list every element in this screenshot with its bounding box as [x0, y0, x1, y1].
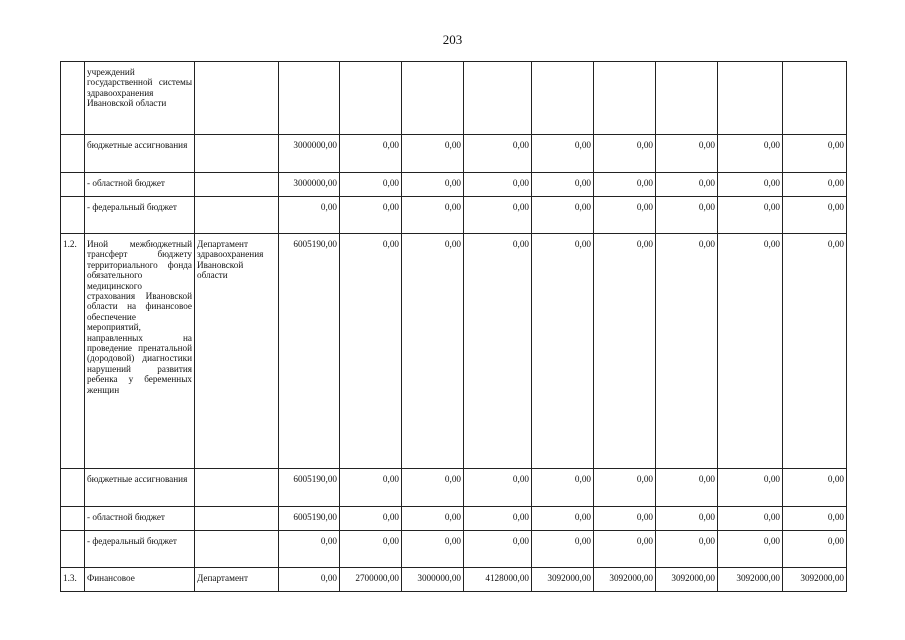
row-description: - областной бюджет	[85, 507, 195, 531]
amount-cell	[402, 62, 464, 135]
amount-cell: 0,00	[594, 197, 656, 234]
amount-cell: 0,00	[718, 197, 783, 234]
table-row	[61, 173, 847, 197]
row-description: Финансовое	[85, 568, 195, 592]
table-row	[61, 135, 847, 173]
row-executor	[195, 135, 279, 173]
amount-cell: 0,00	[594, 173, 656, 197]
amount-cell: 0,00	[718, 531, 783, 568]
amount-cell: 0,00	[402, 234, 464, 469]
table-row	[61, 197, 847, 234]
amount-cell: 0,00	[532, 234, 594, 469]
amount-cell: 0,00	[532, 197, 594, 234]
table-body	[61, 62, 847, 592]
amount-cell	[718, 62, 783, 135]
row-executor	[195, 173, 279, 197]
amount-cell: 0,00	[340, 507, 402, 531]
amount-cell: 0,00	[532, 135, 594, 173]
amount-cell: 0,00	[783, 197, 847, 234]
table-row	[61, 62, 847, 135]
row-description: - федеральный бюджет	[85, 531, 195, 568]
amount-cell: 0,00	[340, 234, 402, 469]
amount-cell: 0,00	[656, 469, 718, 507]
amount-cell: 0,00	[718, 173, 783, 197]
amount-cell: 3092000,00	[783, 568, 847, 592]
amount-cell: 0,00	[594, 135, 656, 173]
amount-cell: 0,00	[464, 173, 532, 197]
amount-cell	[279, 62, 340, 135]
amount-cell: 3092000,00	[718, 568, 783, 592]
amount-cell	[783, 62, 847, 135]
amount-cell: 0,00	[718, 469, 783, 507]
amount-cell: 6005190,00	[279, 469, 340, 507]
amount-cell: 0,00	[340, 173, 402, 197]
row-description: - областной бюджет	[85, 173, 195, 197]
amount-cell: 0,00	[718, 234, 783, 469]
amount-cell: 0,00	[279, 531, 340, 568]
amount-cell: 0,00	[656, 135, 718, 173]
row-description: учреждений государственной системы здравоохранения Ивановской области	[85, 62, 195, 135]
budget-table	[60, 61, 847, 592]
row-description: бюджетные ассигнования	[85, 469, 195, 507]
amount-cell: 0,00	[402, 197, 464, 234]
amount-cell: 0,00	[464, 469, 532, 507]
row-executor	[195, 469, 279, 507]
amount-cell	[656, 62, 718, 135]
amount-cell: 0,00	[783, 531, 847, 568]
amount-cell: 3092000,00	[594, 568, 656, 592]
amount-cell: 0,00	[532, 173, 594, 197]
amount-cell: 0,00	[783, 234, 847, 469]
amount-cell: 0,00	[279, 568, 340, 592]
row-code: 1.3.	[61, 568, 85, 592]
row-code	[61, 135, 85, 173]
amount-cell: 0,00	[594, 234, 656, 469]
row-code	[61, 62, 85, 135]
row-description: Иной межбюджетный трансферт бюджету территориального фонда обязательного медицинского страхования Ивановской области на финансовое обеспечение мероприятий, направленных на проведение пренатальной (дородовой) диагностики нарушений развития ребенка у беременных женщин	[85, 234, 195, 469]
amount-cell: 0,00	[464, 234, 532, 469]
amount-cell: 0,00	[340, 469, 402, 507]
amount-cell: 0,00	[656, 234, 718, 469]
amount-cell	[340, 62, 402, 135]
amount-cell: 2700000,00	[340, 568, 402, 592]
amount-cell: 0,00	[783, 469, 847, 507]
row-code	[61, 173, 85, 197]
amount-cell: 3000000,00	[279, 173, 340, 197]
amount-cell: 0,00	[656, 173, 718, 197]
amount-cell: 0,00	[402, 469, 464, 507]
amount-cell: 0,00	[783, 135, 847, 173]
table-row	[61, 568, 847, 592]
row-executor	[195, 62, 279, 135]
row-executor	[195, 197, 279, 234]
amount-cell: 0,00	[532, 507, 594, 531]
amount-cell: 6005190,00	[279, 507, 340, 531]
row-code: 1.2.	[61, 234, 85, 469]
amount-cell: 6005190,00	[279, 234, 340, 469]
amount-cell: 3092000,00	[656, 568, 718, 592]
row-description: - федеральный бюджет	[85, 197, 195, 234]
amount-cell: 0,00	[402, 531, 464, 568]
amount-cell: 0,00	[656, 197, 718, 234]
amount-cell	[594, 62, 656, 135]
amount-cell: 0,00	[402, 507, 464, 531]
amount-cell: 0,00	[532, 469, 594, 507]
amount-cell: 3092000,00	[532, 568, 594, 592]
amount-cell: 0,00	[464, 197, 532, 234]
row-code	[61, 469, 85, 507]
row-code	[61, 197, 85, 234]
amount-cell: 0,00	[532, 531, 594, 568]
amount-cell: 0,00	[594, 469, 656, 507]
amount-cell: 0,00	[783, 173, 847, 197]
table-row	[61, 531, 847, 568]
table-row	[61, 234, 847, 469]
amount-cell: 0,00	[718, 507, 783, 531]
row-executor: Департамент здравоохранения Ивановской области	[195, 234, 279, 469]
amount-cell: 0,00	[656, 507, 718, 531]
page-number: 203	[442, 32, 463, 47]
row-executor	[195, 531, 279, 568]
row-executor: Департамент	[195, 568, 279, 592]
table-row	[61, 469, 847, 507]
amount-cell: 0,00	[279, 197, 340, 234]
amount-cell: 0,00	[340, 531, 402, 568]
row-description: бюджетные ассигнования	[85, 135, 195, 173]
amount-cell: 0,00	[402, 135, 464, 173]
amount-cell: 0,00	[594, 507, 656, 531]
row-executor	[195, 507, 279, 531]
row-code	[61, 507, 85, 531]
row-code	[61, 531, 85, 568]
amount-cell	[464, 62, 532, 135]
amount-cell: 0,00	[718, 135, 783, 173]
amount-cell: 0,00	[464, 507, 532, 531]
amount-cell: 0,00	[783, 507, 847, 531]
table-row	[61, 507, 847, 531]
amount-cell: 0,00	[464, 135, 532, 173]
amount-cell: 3000000,00	[279, 135, 340, 173]
amount-cell: 0,00	[340, 197, 402, 234]
amount-cell: 4128000,00	[464, 568, 532, 592]
amount-cell: 0,00	[594, 531, 656, 568]
amount-cell: 0,00	[656, 531, 718, 568]
amount-cell: 0,00	[464, 531, 532, 568]
amount-cell	[532, 62, 594, 135]
amount-cell: 0,00	[402, 173, 464, 197]
amount-cell: 3000000,00	[402, 568, 464, 592]
amount-cell: 0,00	[340, 135, 402, 173]
